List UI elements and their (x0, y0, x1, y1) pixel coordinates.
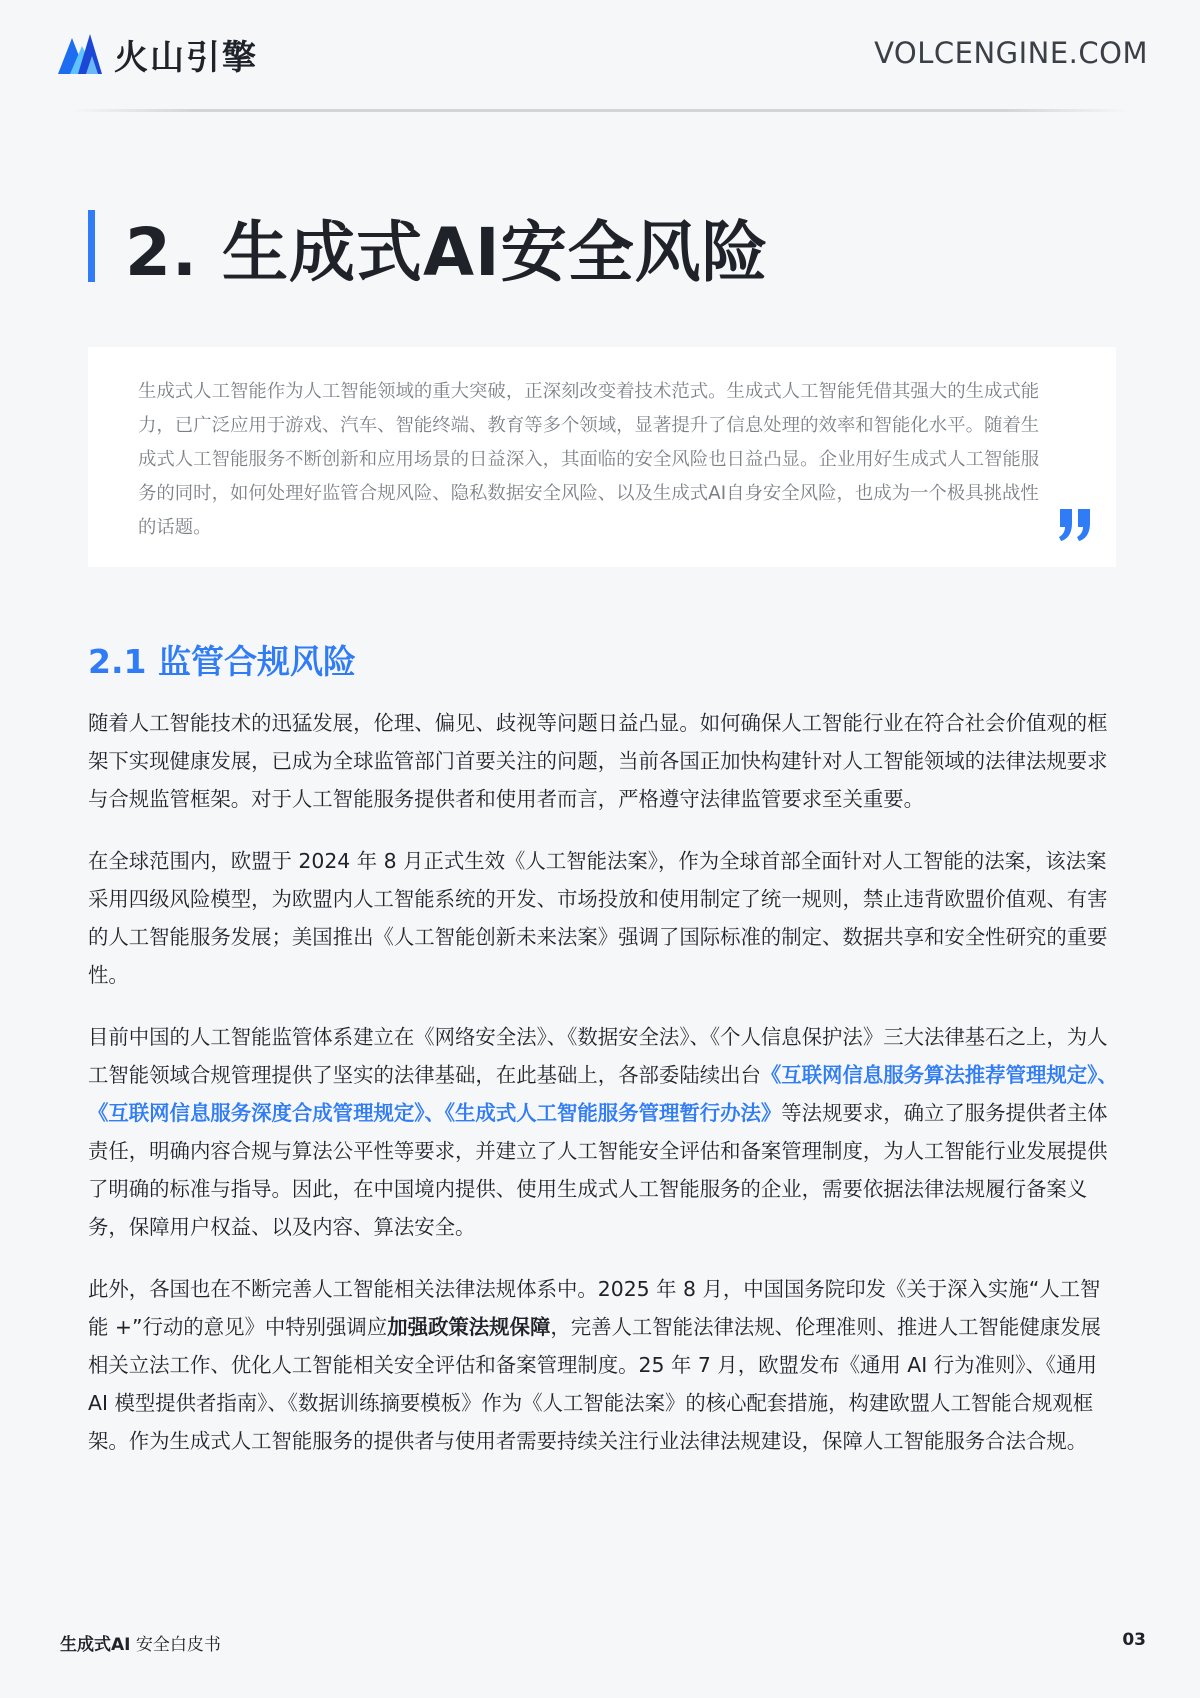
regulation-link-algorithm[interactable]: 《互联网信息服务算法推荐管理规定》 (760, 1063, 1098, 1087)
quote-close-icon (1058, 509, 1094, 541)
chapter-title: 2. 生成式AI安全风险 (125, 213, 769, 291)
paragraph-4 (88, 1270, 1118, 1460)
paragraph-1: 随着人工智能技术的迅猛发展，伦理、偏见、歧视等问题日益凸显。如何确保人工智能行业在符合社会价值观的框架下实现健康发展，已成为全球监管部门首要关注的问题，当前各国正加快构建针对人工智能领域的法律法规要求与合规监管框架。对于人工智能服务提供者和使用者而言，严格遵守法律监管要求至关重要。 (88, 711, 1108, 811)
paragraph-4-text-a: 此外，各国也在不断完善人工智能相关法律法规体系中。2025 年 8 月，中国国务院印发《关于深入实施“人工智能 +”行动的意见》中特别强调应 (88, 1277, 1101, 1339)
volcano-logo-icon (56, 32, 104, 76)
paragraph-4-emphasis: 加强政策法规保障 (387, 1315, 551, 1339)
paragraph-3-text-a: 目前中国的人工智能监管体系建立在《网络安全法》、《数据安全法》、《个人信息保护法》三大法律基石之上，为人工智能领域合规管理提供了坚实的法律基础，在此基础上，各部委陆续出台 (88, 1025, 1108, 1087)
paragraph-2: 在全球范围内，欧盟于 2024 年 8 月正式生效《人工智能法案》，作为全球首部全面针对人工智能的法案，该法案采用四级风险模型，为欧盟内人工智能系统的开发、市场投放和使用制定了统一规则，禁止违背欧盟价值观、有害的人工智能服务发展；美国推出《人工智能创新未来法案》强调了国际标准的制定、数据共享和安全性研究的重要性。 (88, 849, 1108, 987)
regulation-link-deep-synthesis[interactable]: 《互联网信息服务深度合成管理规定》 (88, 1101, 425, 1125)
brand-name: 火山引擎 (114, 37, 258, 78)
header-divider (70, 109, 1130, 112)
paragraph-3-text-b: 等法规要求，确立了服务提供者主体责任，明确内容合规与算法公平性等要求，并建立了人工智能安全评估和备案管理制度，为人工智能行业发展提供了明确的标准与指导。因此，在中国境内提供、使用生成式人工智能服务的企业，需要依据法律法规履行备案义务，保障用户权益、以及内容、算法安全。 (88, 1101, 1108, 1239)
paragraph-4-text-b: ，完善人工智能法律法规、伦理准则、推进人工智能健康发展相关立法工作、优化人工智能相关安全评估和备案管理制度。25 年 7 月，欧盟发布《通用 AI 行为准则》、《通用 AI 模型提供者指南》、《数据训练摘要模板》作为《人工智能法案》的核心配套措施，构建欧盟人工智能合规观框架。作为生成式人工智能服务的提供者与使用者需要持续关注行业法律法规建设，保障人工智能服务合法合规。 (88, 1315, 1101, 1453)
chapter-heading (88, 208, 769, 291)
section-title: 2.1 监管合规风险 (88, 642, 356, 681)
site-url[interactable]: VOLCENGINE.COM (874, 36, 1148, 70)
paragraph-3 (88, 1018, 1118, 1246)
footer-document-title (60, 1630, 221, 1655)
link-separator: 、 (424, 1101, 445, 1125)
page-number: 03 (1122, 1630, 1146, 1650)
regulation-link-generative-ai[interactable]: 《生成式人工智能服务管理暂行办法》 (444, 1101, 782, 1125)
brand-logo[interactable] (56, 32, 258, 76)
footer-title-rest: 安全白皮书 (130, 1635, 221, 1655)
footer-title-bold: 生成式AI (60, 1635, 131, 1655)
section-body (88, 704, 1118, 1484)
intro-quote-text: 生成式人工智能作为人工智能领域的重大突破，正深刻改变着技术范式。生成式人工智能凭借其强大的生成式能力，已广泛应用于游戏、汽车、智能终端、教育等多个领域，显著提升了信息处理的效率和智能化水平。随着生成式人工智能服务不断创新和应用场景的日益深入，其面临的安全风险也日益凸显。企业用好生成式人工智能服务的同时，如何处理好监管合规风险、隐私数据安全风险、以及生成式AI自身安全风险，也成为一个极具挑战性的话题。 (138, 381, 1040, 538)
link-separator: 、 (1097, 1063, 1118, 1087)
page-header (0, 0, 1200, 112)
chapter-accent-bar (88, 210, 95, 282)
intro-quote-box (88, 347, 1116, 567)
